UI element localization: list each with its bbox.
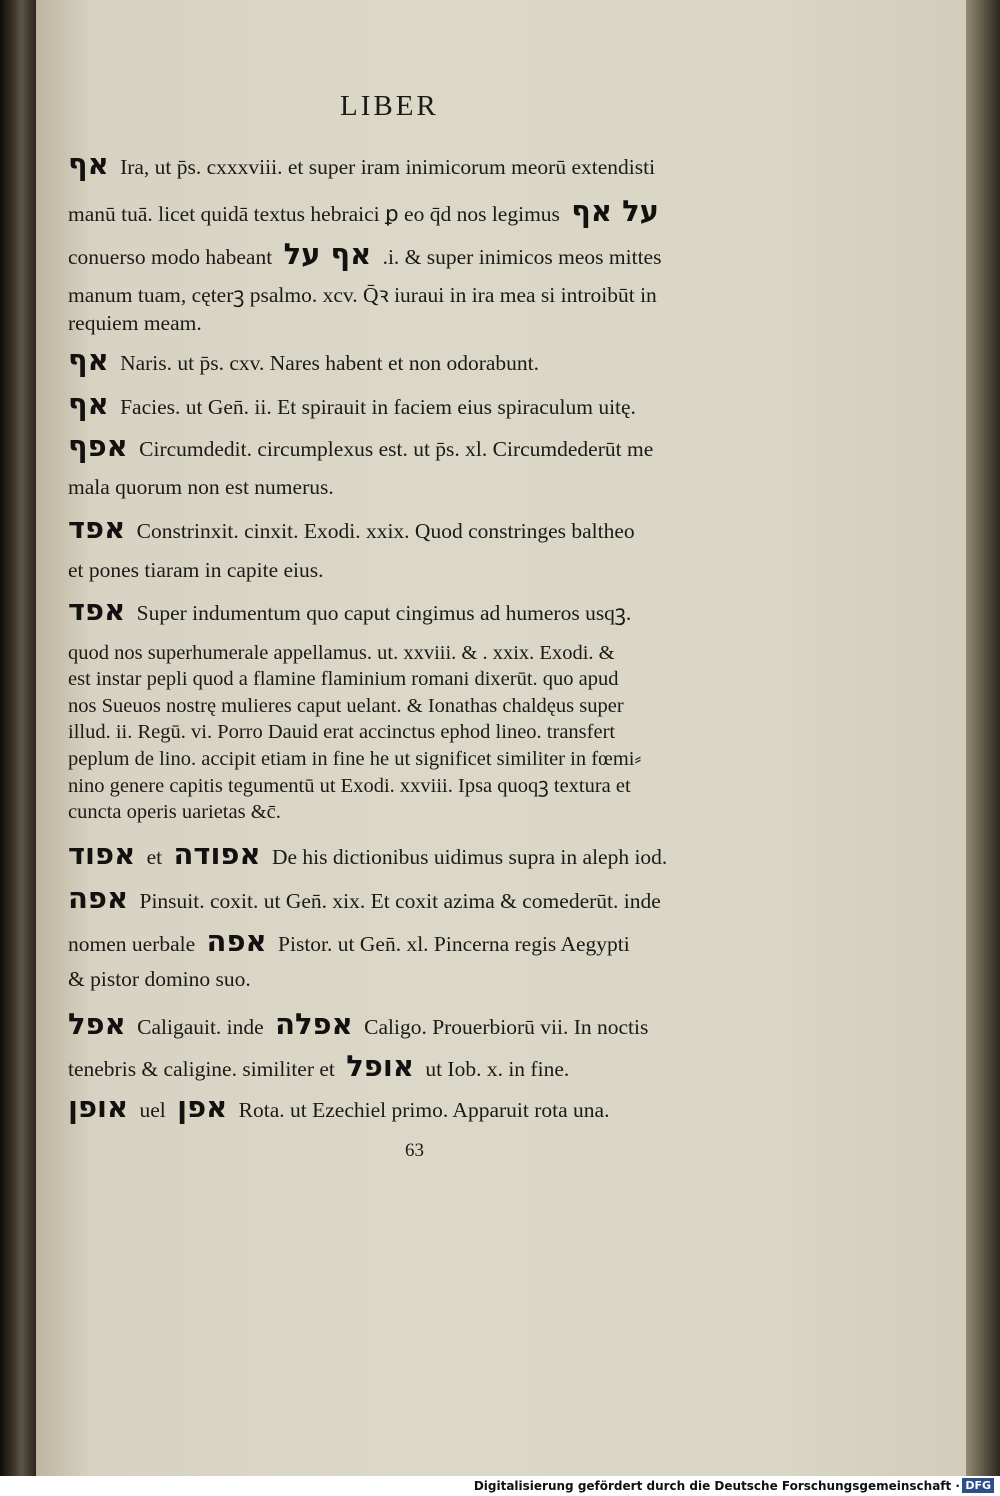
hebrew-headword: אפל xyxy=(68,1007,126,1041)
text-line xyxy=(68,881,661,915)
line-text: illud. ii. Regū. vi. Porro Dauid erat accinctus ephod lineo. transfert xyxy=(68,721,616,743)
line-text: De his dictionibus uidimus supra in aleph iod. xyxy=(271,845,668,869)
hebrew-word: אף על xyxy=(283,237,372,271)
text-line xyxy=(68,776,631,797)
text-line xyxy=(68,387,636,421)
hebrew-word: אפה xyxy=(206,924,267,958)
line-text: tenebris & caligine. similiter et xyxy=(68,1057,335,1081)
text-line xyxy=(68,237,662,271)
line-text: ut Iob. x. in fine. xyxy=(425,1057,570,1081)
hebrew-headword: אף xyxy=(68,387,109,421)
dfg-logo: DFG xyxy=(962,1478,994,1493)
line-text: requiem meam. xyxy=(68,311,202,335)
hebrew-word: אפן xyxy=(177,1090,228,1124)
hebrew-headword: אפה xyxy=(68,881,129,915)
hebrew-headword: אף xyxy=(68,147,109,181)
text-line xyxy=(68,477,334,499)
running-head: LIBER xyxy=(340,90,439,122)
text-line xyxy=(68,1049,570,1083)
fore-edge xyxy=(966,0,1000,1476)
line-text: & pistor domino suo. xyxy=(68,967,251,991)
text-line xyxy=(68,749,641,770)
hebrew-word: אפלה xyxy=(275,1007,353,1041)
hebrew-headword: אף xyxy=(68,343,109,377)
text-line xyxy=(68,669,619,690)
line-text: Caligauit. inde xyxy=(137,1015,264,1039)
line-text: Super indumentum quo caput cingimus ad humeros usqꝫ. xyxy=(136,601,632,625)
line-text: est instar pepli quod a flamine flaminium romani dixerūt. quo apud xyxy=(68,668,619,690)
line-text: manū tuā. licet quidā textus hebraici ꝑ eo q̄d nos legimus xyxy=(68,202,560,226)
line-text: Circumdedit. circumplexus est. ut p̄s. xl. Circumdederūt me xyxy=(139,437,654,461)
line-text: Caligo. Prouerbiorū vii. In noctis xyxy=(364,1015,649,1039)
text-line xyxy=(68,593,632,627)
line-text: uel xyxy=(139,1098,166,1122)
text-line xyxy=(68,722,615,743)
text-line xyxy=(68,194,665,228)
text-line xyxy=(68,285,657,307)
hebrew-word: על אף xyxy=(571,194,659,228)
text-line xyxy=(68,643,615,664)
hebrew-headword: אפד xyxy=(68,593,126,627)
hebrew-headword: אפף xyxy=(68,429,128,463)
text-line xyxy=(68,802,281,823)
text-line xyxy=(68,313,202,335)
hebrew-headword: אופן xyxy=(68,1090,129,1124)
text-line xyxy=(68,837,668,871)
line-text: .i. & super inimicos meos mittes xyxy=(382,245,662,269)
line-text: Ira, ut p̄s. cxxxviii. et super iram inimicorum meorū extendisti xyxy=(120,155,656,179)
text-line xyxy=(68,1090,610,1124)
text-line xyxy=(68,1007,649,1041)
line-text: peplum de lino. accipit etiam in fine he ut significet similiter in fœmi⸗ xyxy=(68,748,642,770)
page-number: 63 xyxy=(405,1140,424,1161)
line-text: Naris. ut p̄s. cxv. Nares habent et non odorabunt. xyxy=(120,351,540,375)
line-text: Facies. ut Gen̄. ii. Et spirauit in faciem eius spiraculum uitę. xyxy=(120,395,636,419)
line-text: Pistor. ut Gen̄. xl. Pincerna regis Aegypti xyxy=(278,932,630,956)
line-text: quod nos superhumerale appellamus. ut. xxviii. & . xxix. Exodi. & xyxy=(68,642,615,664)
text-line xyxy=(68,560,324,582)
line-text: nomen uerbale xyxy=(68,932,196,956)
line-text: conuerso modo habeant xyxy=(68,245,273,269)
line-text: nino genere capitis tegumentū ut Exodi. xxviii. Ipsa quoqꝫ textura et xyxy=(68,775,631,797)
text-line xyxy=(68,696,624,717)
binding-edge xyxy=(0,0,36,1476)
text-line xyxy=(68,147,656,181)
text-line xyxy=(68,924,630,958)
text-line xyxy=(68,511,635,545)
hebrew-word: אופל xyxy=(346,1049,414,1083)
line-text: et pones tiaram in capite eius. xyxy=(68,558,324,582)
hebrew-word: אפודה xyxy=(173,837,261,871)
line-text: manum tuam, cęterꝫ psalmo. xcv. Q̄ꝛ iuraui in ira mea si introibūt in xyxy=(68,283,657,307)
text-line xyxy=(68,969,251,991)
line-text: cuncta operis uarietas &c̄. xyxy=(68,801,281,823)
line-text: Constrinxit. cinxit. Exodi. xxix. Quod constringes baltheo xyxy=(136,519,635,543)
hebrew-headword: אפוד xyxy=(68,837,136,871)
text-line xyxy=(68,343,540,377)
line-text: Rota. ut Ezechiel primo. Apparuit rota una. xyxy=(238,1098,610,1122)
line-text: nos Sueuos nostrę mulieres caput uelant. & Ionathas chaldęus super xyxy=(68,695,624,717)
line-text: mala quorum non est numerus. xyxy=(68,475,334,499)
digitization-credit: Digitalisierung gefördert durch die Deutsche Forschungsgemeinschaft · xyxy=(473,1479,960,1493)
text-line xyxy=(68,429,654,463)
line-text: et xyxy=(146,845,163,869)
line-text: Pinsuit. coxit. ut Gen̄. xix. Et coxit azima & comederūt. inde xyxy=(139,889,661,913)
hebrew-headword: אפד xyxy=(68,511,126,545)
